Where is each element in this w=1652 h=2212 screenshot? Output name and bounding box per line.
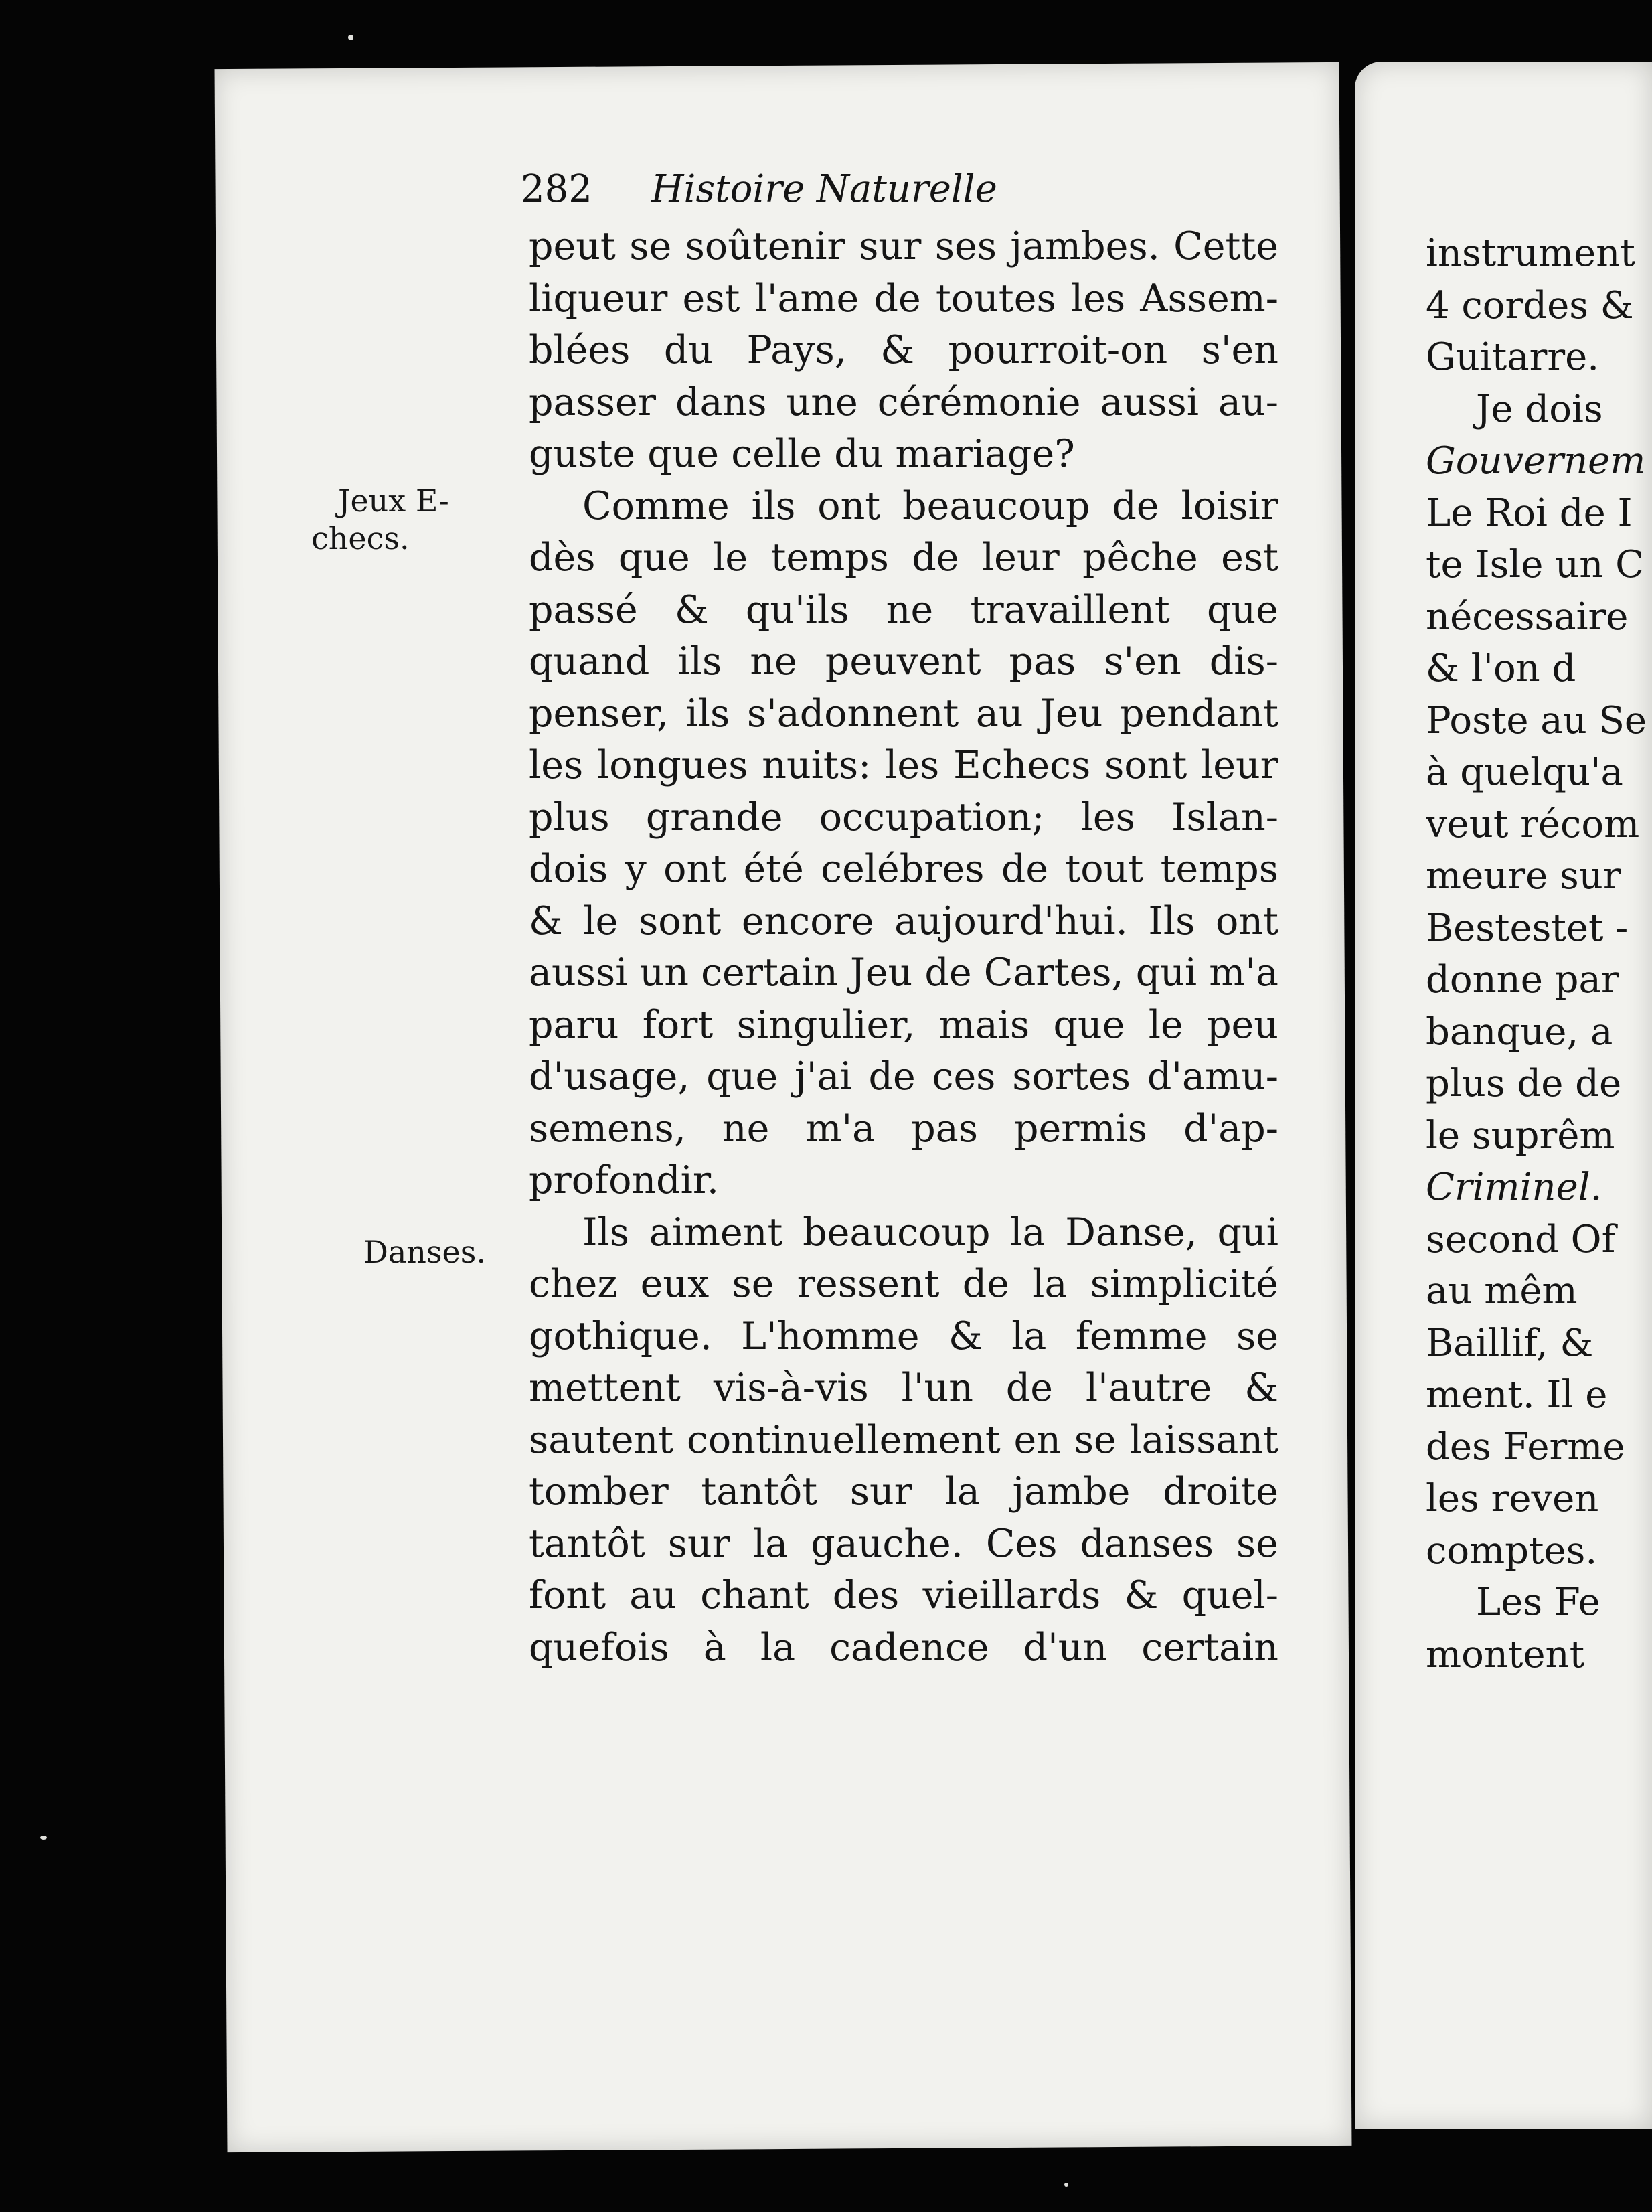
text-line: banque, a [1426, 1010, 1613, 1054]
text-line: le suprêm [1426, 1113, 1615, 1158]
text-line: nécessaire [1426, 595, 1629, 639]
text-line: à quelqu'a [1426, 750, 1623, 794]
text-line: & l'on d [1426, 647, 1576, 690]
dust-speck [1064, 2183, 1068, 2187]
text-line: plus de de [1426, 1062, 1622, 1105]
text-line: Les Fe [1476, 1581, 1600, 1624]
text-line: des Ferme [1426, 1425, 1625, 1469]
text-line: passer dans une cérémonie aussi au- [529, 380, 1278, 424]
right-page-text [1426, 228, 1652, 1680]
text-line: mettent vis-à-vis l'un de l'autre & [529, 1366, 1278, 1410]
text-line: au mêm [1426, 1269, 1578, 1313]
text-line: plus grande occupation; les Islan- [529, 795, 1278, 840]
text-line: veut récom [1426, 802, 1640, 846]
page-number: 282 [521, 167, 592, 211]
text-line: Criminel. [1426, 1166, 1602, 1209]
text-line: les longues nuits: les Echecs sont leur [529, 743, 1278, 787]
text-line: penser, ils s'adonnent au Jeu pendant [529, 691, 1278, 736]
running-title: Histoire Naturelle [651, 167, 997, 211]
text-line: Bestestet - [1426, 906, 1629, 950]
text-line: montent [1426, 1632, 1585, 1676]
text-line: quand ils ne peuvent pas s'en dis- [529, 639, 1278, 684]
dust-speck [348, 35, 353, 40]
margin-note-jeux-echecs [311, 482, 449, 557]
text-line: dès que le temps de leur pêche est [529, 536, 1278, 580]
text-line: chez eux se ressent de la simplicité [529, 1262, 1278, 1306]
text-line: tomber tantôt sur la jambe droite [529, 1470, 1278, 1514]
text-line: donne par [1426, 958, 1619, 1002]
text-line: te Isle un C [1426, 543, 1644, 586]
text-line: Je dois [1476, 387, 1603, 431]
text-line: gothique. L'homme & la femme se [529, 1314, 1278, 1358]
text-line: Poste au Se [1426, 698, 1647, 742]
text-line: profondir. [529, 1158, 719, 1202]
text-line: meure sur [1426, 854, 1621, 898]
text-line: Comme ils ont beaucoup de loisir [582, 483, 1278, 528]
text-line: dois y ont été celébres de tout temps [529, 847, 1278, 891]
text-line: Le Roi de I [1426, 491, 1633, 535]
margin-note-danses: Danses. [363, 1234, 486, 1270]
left-page-text [529, 221, 1278, 1674]
text-line: les reven [1426, 1477, 1599, 1520]
text-line: peut se soûtenir sur ses jambes. Cette [529, 224, 1278, 268]
text-line: Baillif, & [1426, 1321, 1594, 1365]
margin-note-line: Jeux E- [338, 483, 449, 519]
text-line: font au chant des vieillards & quel- [529, 1573, 1278, 1617]
text-line: passé & qu'ils ne travaillent que [529, 587, 1278, 632]
text-line: aussi un certain Jeu de Cartes, qui m'a [529, 951, 1278, 995]
text-line: tantôt sur la gauche. Ces danses se [529, 1521, 1278, 1566]
text-line: paru fort singulier, mais que le peu [529, 1002, 1278, 1047]
text-line: sautent continuellement en se laissant [529, 1417, 1278, 1462]
text-line: guste que celle du mariage? [529, 432, 1075, 476]
text-line: semens, ne m'a pas permis d'ap- [529, 1106, 1278, 1151]
text-line: ment. Il e [1426, 1373, 1608, 1417]
text-line: blées du Pays, & pourroit-on s'en [529, 328, 1278, 372]
running-head [521, 167, 1224, 221]
text-line: liqueur est l'ame de toutes les Assem- [529, 276, 1278, 321]
text-line: & le sont encore aujourd'hui. Ils ont [529, 898, 1278, 943]
text-line: comptes. [1426, 1528, 1598, 1573]
text-line: quefois à la cadence d'un certain [529, 1625, 1278, 1670]
text-line: 4 cordes & [1426, 283, 1634, 327]
dust-speck [40, 1836, 47, 1840]
text-line: Ils aiment beaucoup la Danse, qui [582, 1210, 1278, 1255]
text-line: d'usage, que j'ai de ces sortes d'amu- [529, 1054, 1278, 1099]
text-line: Gouvernem [1426, 439, 1646, 483]
margin-note-line: checs. [311, 520, 410, 556]
text-line: instrument [1426, 232, 1635, 275]
text-line: Guitarre. [1426, 335, 1600, 379]
text-line: second Of [1426, 1217, 1616, 1261]
